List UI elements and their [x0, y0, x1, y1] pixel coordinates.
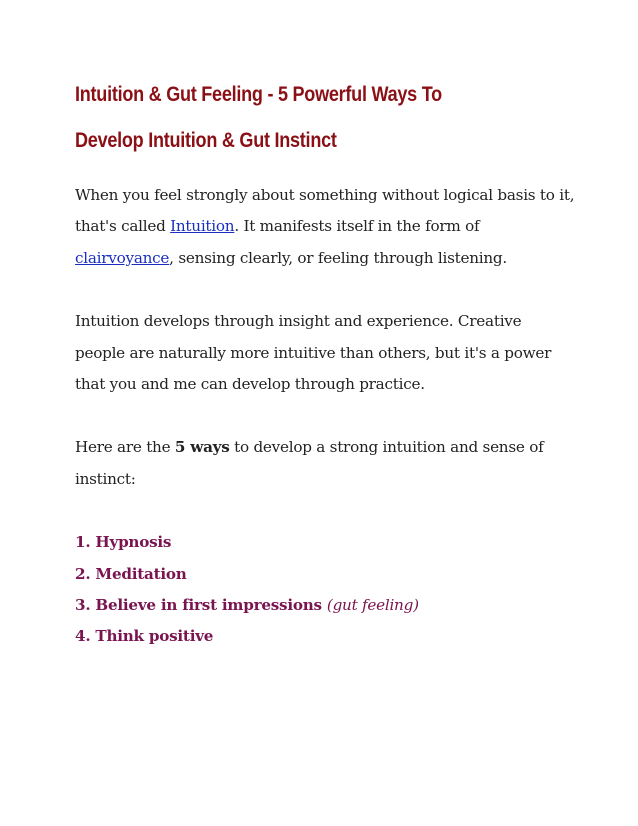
spacer	[75, 495, 575, 527]
list-item	[75, 527, 575, 558]
list-item-label: 1. Hypnosis	[75, 533, 172, 552]
spacer	[75, 400, 575, 432]
document-page	[75, 72, 575, 653]
list-item-label: 2. Meditation	[75, 564, 187, 583]
ways-count: 5 ways	[174, 438, 230, 457]
clairvoyance-link[interactable]: clairvoyance	[75, 248, 170, 267]
title-line-1: Intuition & Gut Feeling - 5 Powerful Ways To	[75, 83, 442, 106]
spacer	[75, 274, 575, 306]
spacer	[75, 164, 575, 180]
paragraph-intro-list	[75, 432, 575, 495]
paragraph-text: . It manifests itself in the form of	[234, 217, 480, 236]
list-item-label: 3. Believe in first impressions	[75, 596, 322, 615]
intuition-link[interactable]: Intuition	[170, 217, 235, 236]
paragraph-text: to develop a strong intuition and sense of instinct:	[75, 438, 544, 488]
ways-list	[75, 527, 575, 653]
list-item	[75, 559, 575, 590]
list-item-note: (gut feeling)	[326, 596, 419, 615]
paragraph-text: Here are the	[75, 438, 175, 457]
list-item-label: 4. Think positive	[75, 627, 214, 646]
list-item	[75, 621, 575, 652]
article-title	[75, 72, 557, 164]
paragraph-text: , sensing clearly, or feeling through listening.	[169, 248, 507, 267]
paragraph-text: When you feel strongly about something without logical basis to it, that's called	[75, 186, 575, 236]
title-line-2: Develop Intuition & Gut Instinct	[75, 129, 337, 152]
list-item	[75, 590, 575, 621]
paragraph-development: Intuition develops through insight and experience. Creative people are naturally more intuitive than others, but it's a power that you and me can develop through practice.	[75, 312, 552, 394]
paragraph-definition	[75, 180, 575, 274]
